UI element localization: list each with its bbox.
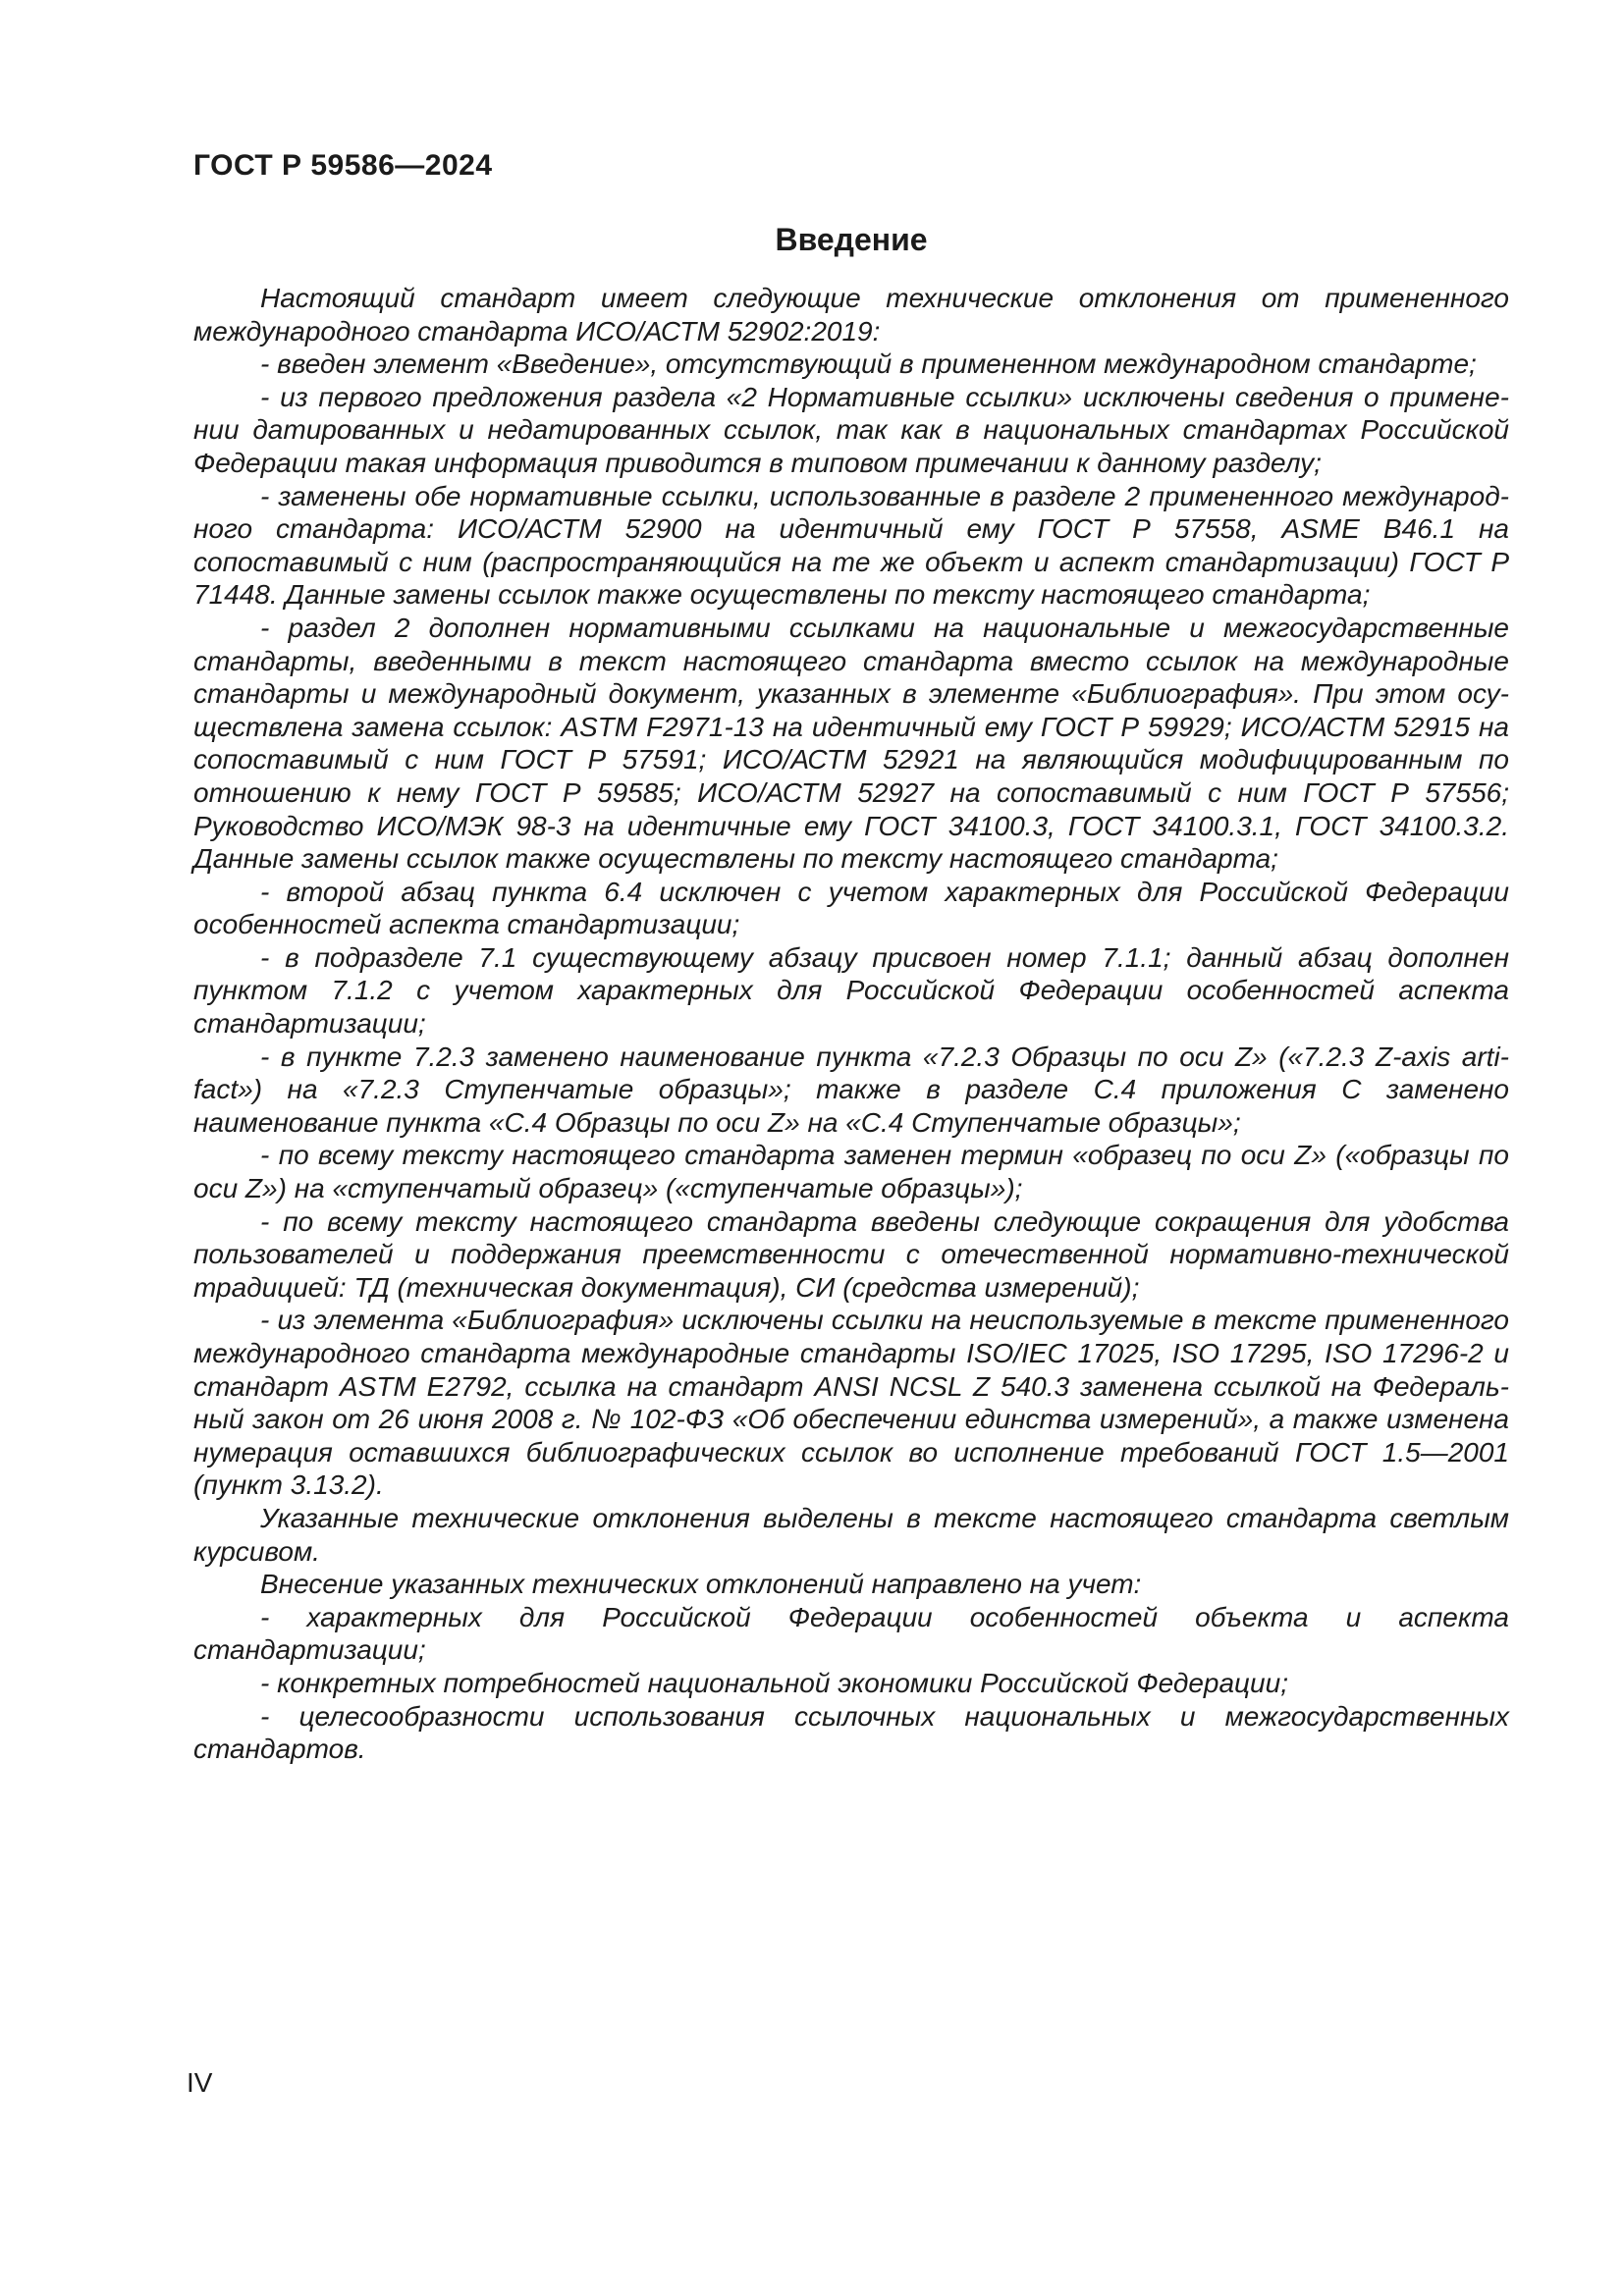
- paragraph: - конкретных потребностей национальной экономики Российской Федерации;: [260, 1667, 1288, 1698]
- paragraph: - характерных для Российской Федерации особенностей объекта и аспекта стандартизации;: [193, 1601, 1509, 1666]
- paragraph: - целесообразности использования ссылочных национальных и межгосударственных стандартов.: [193, 1700, 1509, 1765]
- document-code: ГОСТ Р 59586—2024: [193, 149, 493, 182]
- paragraph: Указанные технические отклонения выделены в тексте настоящего стандарта светлым курсивом.: [193, 1502, 1509, 1567]
- section-title: Введение: [775, 222, 928, 257]
- document-body: [193, 282, 1509, 1766]
- paragraph: - из элемента «Библиография» исключены ссылки на неиспользуемые в тексте примененного международного стандарта международные стандарты ISO/IEC 17025, ISO 17295, ISO 17296-2 и стандарт ASTM E2792, ссылка на стандарт ANSI NCSL Z 540.3 заменена ссылкой на Федеральный закон от 26 июня 2008 г. № 102-ФЗ «Об обеспечении единства измерений», а также изменена нумерация оставшихся библиографических ссылок во исполнение требований ГОСТ 1.5—2001 (пункт 3.13.2).: [193, 1305, 1509, 1501]
- paragraph: - по всему тексту настоящего стандарта заменен термин «образец по оси Z» («образцы по оси Z») на «ступенчатый образец» («ступенчатые образцы»);: [193, 1140, 1509, 1204]
- paragraph: - заменены обе нормативные ссылки, использованные в разделе 2 примененного международного стандарта: ИСО/АСТМ 52900 на идентичный ему ГОСТ Р 57558, ASME B46.1 на сопоставимый с ним (распространяющийся на те же объект и аспект стандартизации) ГОСТ Р 71448. Данные замены ссылок также осуществлены по тексту настоящего стандарта;: [193, 480, 1509, 611]
- paragraph: - по всему тексту настоящего стандарта введены следующие сокращения для удобства пользователей и поддержания преемственности с отечественной нормативно-технической традицией: ТД (техническая документация), СИ (средства измерений);: [193, 1205, 1509, 1303]
- paragraph: - в подразделе 7.1 существующему абзацу присвоен номер 7.1.1; данный абзац дополнен пунктом 7.1.2 с учетом характерных для Российской Федерации особенностей аспекта стандартизации;: [193, 941, 1509, 1040]
- paragraph: Внесение указанных технических отклонений направлено на учет:: [260, 1569, 1142, 1600]
- paragraph: - раздел 2 дополнен нормативными ссылками на национальные и межгосударственные стандарты, введенными в текст настоящего стандарта вместо ссылок на международные стандарты и международный документ, указанных в элементе «Библиография». При этом осуществлена замена ссылок: ASTM F2971-13 на идентичный ему ГОСТ Р 59929; ИСО/АСТМ 52915 на сопоставимый с ним ГОСТ Р 57591; ИСО/АСТМ 52921 на являющийся модифицированным по отношению к нему ГОСТ Р 59585; ИСО/АСТМ 52927 на сопоставимый с ним ГОСТ Р 57556; Руководство ИСО/МЭК 98-3 на идентичные ему ГОСТ 34100.3, ГОСТ 34100.3.1, ГОСТ 34100.3.2. Данные замены ссылок также осуществлены по тексту настоящего стандарта;: [193, 612, 1509, 875]
- paragraph: Настоящий стандарт имеет следующие технические отклонения от примененного международного стандарта ИСО/АСТМ 52902:2019:: [193, 283, 1509, 347]
- paragraph: - введен элемент «Введение», отсутствующий в примененном международном стандарте;: [260, 348, 1477, 380]
- paragraph: - из первого предложения раздела «2 Нормативные ссылки» исключены сведения о применении датированных и недатированных ссылок, так как в национальных стандартах Российской Федерации такая информация приводится в типовом примечании к данному разделу;: [193, 381, 1509, 478]
- paragraph: - второй абзац пункта 6.4 исключен с учетом характерных для Российской Федерации особенностей аспекта стандартизации;: [193, 876, 1509, 940]
- paragraph: - в пункте 7.2.3 заменено наименование пункта «7.2.3 Образцы по оси Z» («7.2.3 Z-axis artifact») на «7.2.3 Ступенчатые образцы»; также в разделе С.4 приложения С заменено наименование пункта «С.4 Образцы по оси Z» на «С.4 Ступенчатые образцы»;: [193, 1041, 1509, 1138]
- page-number: IV: [187, 2067, 213, 2098]
